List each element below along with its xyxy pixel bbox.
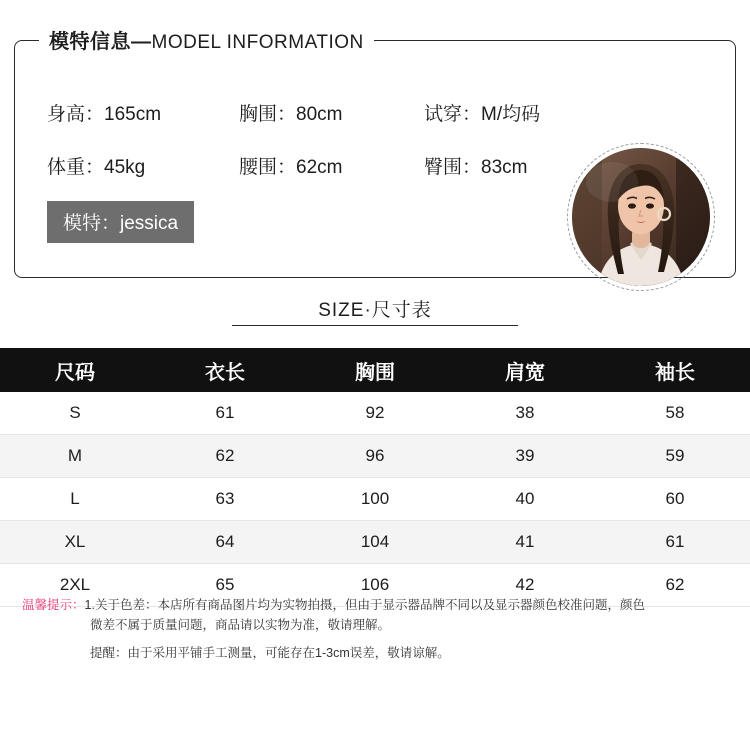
model-name-badge: 模特：jessica [47, 201, 194, 243]
cell-shoulder: 38 [450, 392, 600, 435]
spec-try-size [424, 99, 584, 126]
cell-shoulder: 41 [450, 521, 600, 564]
size-table [0, 348, 750, 607]
notes-section [0, 595, 750, 663]
cell-size: 2XL [0, 564, 150, 607]
cell-sleeve: 61 [600, 521, 750, 564]
cell-bust: 96 [300, 435, 450, 478]
spec-hip-value: 83cm [481, 157, 528, 178]
table-row [0, 392, 750, 435]
size-section-title: SIZE·尺寸表 [318, 300, 432, 321]
cell-bust: 106 [300, 564, 450, 607]
cell-shoulder: 39 [450, 435, 600, 478]
note-color-difference [0, 595, 750, 615]
cell-bust: 92 [300, 392, 450, 435]
spec-height-label: 身高： [47, 104, 105, 125]
column-header-shoulder: 肩宽 [450, 348, 600, 392]
spec-waist-label: 腰围： [239, 157, 297, 178]
cell-shoulder: 42 [450, 564, 600, 607]
cell-sleeve: 62 [600, 564, 750, 607]
column-header-size: 尺码 [0, 348, 150, 392]
note-measure-tolerance: 提醒：由于采用平铺手工测量，可能存在1-3cm误差，敬请谅解。 [90, 646, 450, 660]
cell-length: 62 [150, 435, 300, 478]
cell-length: 63 [150, 478, 300, 521]
spec-try-size-value: M/均码 [481, 104, 541, 125]
size-title-underline [232, 325, 518, 326]
spec-hip-label: 臀围： [424, 157, 482, 178]
cell-size: XL [0, 521, 150, 564]
model-information-panel [14, 31, 736, 278]
column-header-sleeve: 袖长 [600, 348, 750, 392]
cell-bust: 100 [300, 478, 450, 521]
cell-size: L [0, 478, 150, 521]
note-line1-text: 1.关于色差：本店所有商品图片均为实物拍摄，但由于显示器品牌不同以及显示器颜色校准问题，颜色 [84, 598, 645, 612]
model-specs [47, 99, 587, 205]
spec-height-value: 165cm [104, 104, 162, 125]
spec-bust [239, 99, 424, 126]
cell-sleeve: 58 [600, 392, 750, 435]
model-spec-row [47, 152, 587, 179]
cell-size: S [0, 392, 150, 435]
spec-try-size-label: 试穿： [424, 104, 482, 125]
note-warm-label: 温馨提示： [22, 598, 85, 612]
table-row [0, 478, 750, 521]
spec-hip [424, 152, 584, 179]
model-information-title [39, 25, 374, 54]
cell-sleeve: 60 [600, 478, 750, 521]
spec-weight-label: 体重： [47, 157, 105, 178]
column-header-bust: 胸围 [300, 348, 450, 392]
cell-shoulder: 40 [450, 478, 600, 521]
note-line2-text: 微差不属于质量问题，商品请以实物为准，敬请理解。 [90, 618, 391, 632]
model-photo-wrapper [567, 143, 715, 291]
spec-waist [239, 152, 424, 179]
spec-weight-value: 45kg [104, 157, 146, 178]
model-title-cn: 模特信息— [49, 31, 152, 53]
table-row [0, 435, 750, 478]
spec-bust-value: 80cm [296, 104, 343, 125]
model-photo [572, 148, 710, 286]
model-title-en: MODEL INFORMATION [151, 32, 364, 53]
spec-bust-label: 胸围： [239, 104, 297, 125]
cell-size: M [0, 435, 150, 478]
cell-length: 61 [150, 392, 300, 435]
model-spec-row [47, 99, 587, 126]
table-header-row [0, 348, 750, 392]
column-header-length: 衣长 [150, 348, 300, 392]
cell-length: 64 [150, 521, 300, 564]
cell-length: 65 [150, 564, 300, 607]
spec-height [47, 99, 239, 126]
cell-bust: 104 [300, 521, 450, 564]
table-row [0, 521, 750, 564]
spec-weight [47, 152, 239, 179]
cell-sleeve: 59 [600, 435, 750, 478]
spec-waist-value: 62cm [296, 157, 343, 178]
